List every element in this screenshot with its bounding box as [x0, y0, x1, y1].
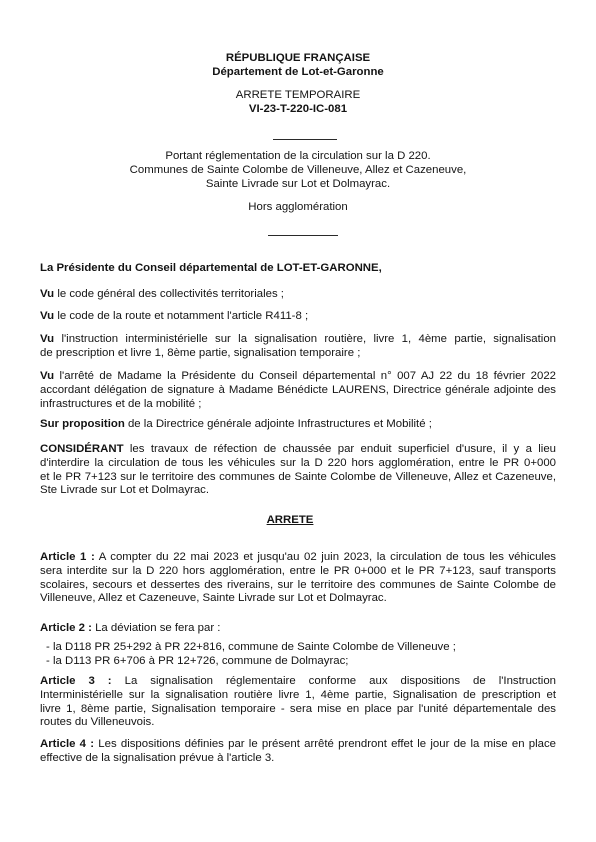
article-line: effective de la signalisation prévue à l'article 3.	[40, 751, 275, 764]
recital-instruction-signalisation	[40, 333, 556, 361]
article-3	[40, 675, 556, 730]
recital-line: d'interdire la circulation de tous les véhicules sur la D 220 hors agglomération, entre le PR 0+000	[40, 456, 556, 469]
article-1	[40, 551, 556, 606]
recital-line	[40, 333, 556, 347]
recital-lead: Vu	[40, 333, 55, 345]
recital-line	[40, 370, 556, 384]
separator-line	[268, 235, 338, 236]
article-line	[40, 551, 556, 565]
article-line: Interministérielle sur la signalisation routière livre 1, 4ème partie, Signalisation de prescription et	[40, 688, 556, 701]
recital-lead: Vu	[40, 370, 55, 382]
article-line: scolaires, secours et dessertes des riverains, sur le territoire des communes de Sainte Colombe de	[40, 578, 556, 591]
recital-lead: CONSIDÉRANT	[40, 443, 124, 455]
recital-code-collectivites	[40, 288, 556, 302]
act-type: ARRETE TEMPORAIRE	[235, 89, 361, 101]
zone-label: Hors agglomération	[248, 201, 348, 213]
recital-line: de prescription et livre 1, 8ème partie, signalisation temporaire ;	[40, 346, 361, 359]
recital-line: et le PR 7+123 sur le territoire des communes de Sainte Colombe de Villeneuve, Allez et Cazeneuve,	[40, 470, 556, 483]
recital-text: de la Directrice générale adjointe Infrastructures et Mobilité ;	[127, 418, 432, 430]
article-lead: Article 3 :	[40, 675, 112, 687]
article-lead: Article 1 :	[40, 551, 95, 563]
subject-line: Communes de Sainte Colombe de Villeneuve, Allez et Cazeneuve,	[129, 163, 467, 176]
article-line	[40, 675, 556, 689]
decision-heading-block	[40, 514, 540, 528]
detour-item: - la D118 PR 25+292 à PR 22+816, commune de Sainte Colombe de Villeneuve ;	[46, 641, 456, 653]
recital-code-route	[40, 310, 556, 324]
decision-heading: ARRETE	[266, 514, 314, 526]
issuer-header	[40, 52, 556, 80]
article-line	[40, 738, 556, 752]
recital-text: le code de la route et notamment l'article R411-8 ;	[57, 310, 309, 322]
recital-considerant	[40, 443, 556, 498]
recital-line	[40, 443, 556, 457]
article-line: livre 1, 8ème partie, Signalisation temporaire - sera mise en place par l'unité départementale des	[40, 702, 556, 715]
department-name: Département de Lot-et-Garonne	[212, 65, 384, 78]
recital-line: accordant délégation de signature à Madame Bénédicte LAURENS, Directrice générale adjointe des	[40, 383, 556, 396]
recital-line: infrastructures et de la mobilité ;	[40, 397, 202, 410]
zone-block	[40, 201, 556, 215]
act-identification	[40, 89, 556, 117]
subject-line: Portant réglementation de la circulation sur la D 220.	[165, 150, 431, 162]
article-text: Les dispositions définies par le présent arrêté prendront effet le jour de la mise en place	[98, 738, 556, 750]
recital-lead: Vu	[40, 310, 55, 322]
article-lead: Article 2 :	[40, 622, 92, 634]
recital-line	[40, 310, 556, 324]
recital-text: le code général des collectivités territoriales ;	[57, 288, 284, 300]
article-text: La signalisation réglementaire conforme aux dispositions de l'Instruction	[124, 675, 556, 687]
recital-lead: Sur proposition	[40, 418, 125, 430]
recital-line	[40, 288, 556, 302]
recital-text: l'arrêté de Madame la Présidente du Conseil départemental n° 007 AJ 22 du 18 février 2022	[59, 370, 556, 382]
recital-lead: Vu	[40, 288, 55, 300]
act-subject	[40, 150, 556, 191]
recital-proposition	[40, 418, 556, 432]
article-text: A compter du 22 mai 2023 et jusqu'au 02 juin 2023, la circulation de tous les véhicules	[98, 551, 556, 563]
detour-item: - la D113 PR 6+706 à PR 12+726, commune de Dolmayrac;	[46, 654, 349, 667]
recital-line	[40, 418, 556, 432]
article-line: sera interdite sur la D 220 hors agglomération, entre le PR 0+000 et le PR 7+123, sauf transports	[40, 564, 556, 577]
act-reference: VI-23-T-220-IC-081	[248, 102, 348, 115]
recital-line: Ste Livrade sur Lot et Dolmayrac.	[40, 484, 210, 497]
recital-text: l'instruction interministérielle sur la signalisation routière, livre 1, 4ème partie, signalisation	[61, 333, 556, 345]
authority-block	[40, 262, 556, 276]
subject-line: Sainte Livrade sur Lot et Dolmayrac.	[205, 177, 391, 190]
article-line: routes du Villeneuvois.	[40, 716, 155, 729]
detour-list	[46, 641, 556, 669]
article-line: Villeneuve, Allez et Cazeneuve, Sainte Livrade sur Lot et Dolmayrac.	[40, 592, 387, 605]
article-text: La déviation se fera par :	[95, 622, 221, 634]
recital-text: les travaux de réfection de chaussée par enduit superficiel d'usure, il y a lieu	[129, 443, 556, 455]
authority-line: La Présidente du Conseil départemental de LOT-ET-GARONNE,	[40, 262, 382, 274]
article-line	[40, 622, 556, 636]
recital-arrete-delegation	[40, 370, 556, 411]
article-lead: Article 4 :	[40, 738, 95, 750]
republic-title: RÉPUBLIQUE FRANÇAISE	[225, 52, 371, 64]
article-2	[40, 622, 556, 636]
separator-line	[273, 139, 337, 140]
article-4	[40, 738, 556, 766]
